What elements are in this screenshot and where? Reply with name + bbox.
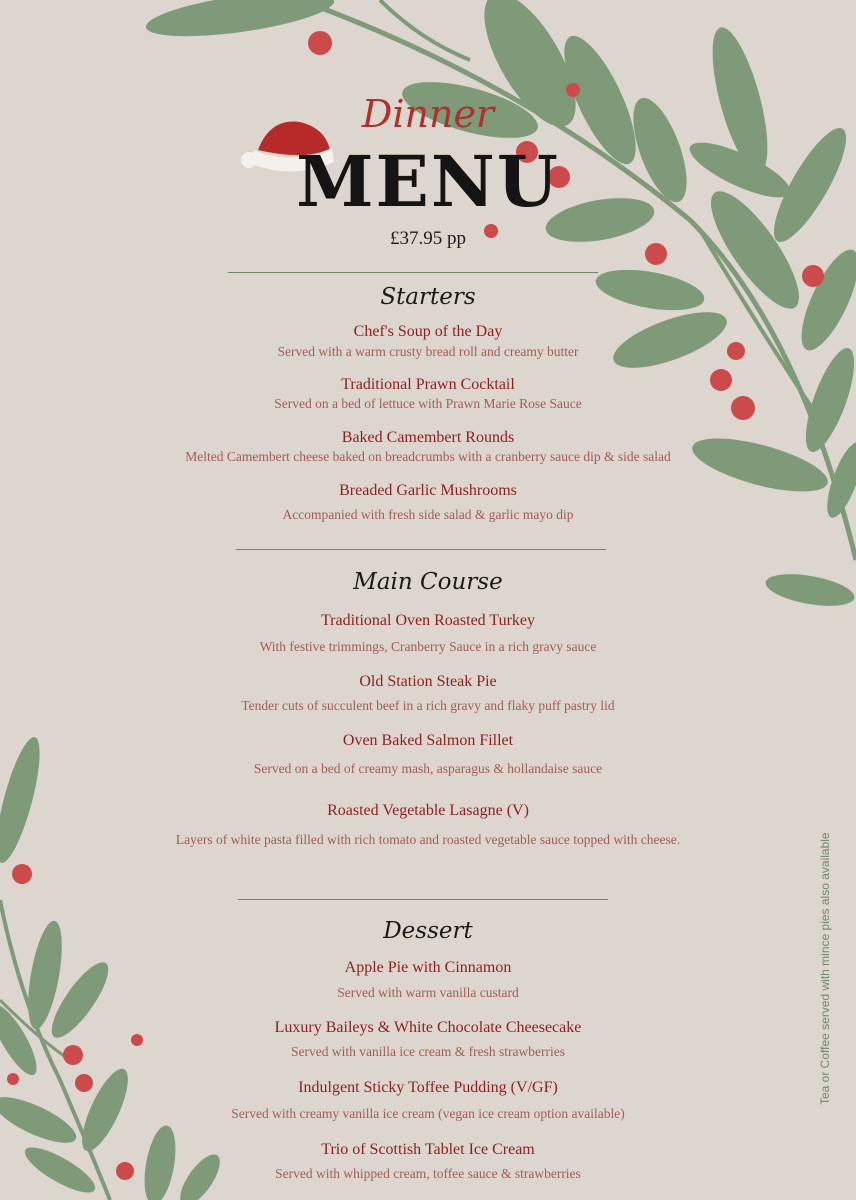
dish-name: Oven Baked Salmon Fillet bbox=[342, 732, 514, 749]
dish-description: Layers of white pasta filled with rich tomato and roasted vegetable sauce topped with cheese. bbox=[175, 832, 681, 847]
divider bbox=[236, 549, 606, 550]
divider bbox=[238, 899, 608, 900]
section-title-starters: Starters bbox=[380, 284, 476, 310]
dish-description: Served with warm vanilla custard bbox=[337, 985, 519, 1000]
dish-name: Old Station Steak Pie bbox=[359, 673, 497, 690]
price: £37.95 pp bbox=[390, 228, 466, 249]
menu-title: MENU bbox=[296, 140, 560, 223]
dish-description: Served with a warm crusty bread roll and creamy butter bbox=[277, 344, 579, 359]
dish-name: Traditional Prawn Cocktail bbox=[341, 376, 515, 393]
dish-name: Roasted Vegetable Lasagne (V) bbox=[327, 802, 529, 819]
divider bbox=[228, 272, 598, 273]
dish-description: Served with creamy vanilla ice cream (vegan ice cream option available) bbox=[231, 1106, 625, 1121]
dish-name: Chef's Soup of the Day bbox=[353, 323, 503, 340]
dish-description: Served with vanilla ice cream & fresh strawberries bbox=[290, 1044, 565, 1059]
dish-description: With festive trimmings, Cranberry Sauce in a rich gravy sauce bbox=[259, 639, 597, 654]
dish-description: Tender cuts of succulent beef in a rich gravy and flaky puff pastry lid bbox=[241, 698, 615, 713]
dish-name: Apple Pie with Cinnamon bbox=[344, 959, 512, 976]
dinner-script-title: Dinner bbox=[361, 92, 495, 136]
dish-name: Luxury Baileys & White Chocolate Cheesecake bbox=[274, 1019, 582, 1036]
dish-description: Served on a bed of creamy mash, asparagus & hollandaise sauce bbox=[253, 761, 603, 776]
dish-description: Accompanied with fresh side salad & garlic mayo dip bbox=[282, 507, 574, 522]
dish-name: Baked Camembert Rounds bbox=[341, 429, 515, 446]
side-note: Tea or Coffee served with mince pies also available bbox=[818, 832, 832, 1105]
dish-name: Traditional Oven Roasted Turkey bbox=[320, 612, 536, 629]
section-title-main-course: Main Course bbox=[353, 569, 503, 595]
dish-name: Indulgent Sticky Toffee Pudding (V/GF) bbox=[298, 1079, 558, 1096]
dish-description: Served on a bed of lettuce with Prawn Marie Rose Sauce bbox=[274, 396, 582, 411]
dish-name: Breaded Garlic Mushrooms bbox=[339, 482, 517, 499]
section-title-dessert: Dessert bbox=[383, 918, 473, 944]
dish-description: Melted Camembert cheese baked on breadcrumbs with a cranberry sauce dip & side salad bbox=[185, 449, 671, 464]
dish-name: Trio of Scottish Tablet Ice Cream bbox=[321, 1141, 535, 1158]
dish-description: Served with whipped cream, toffee sauce & strawberries bbox=[275, 1166, 581, 1181]
